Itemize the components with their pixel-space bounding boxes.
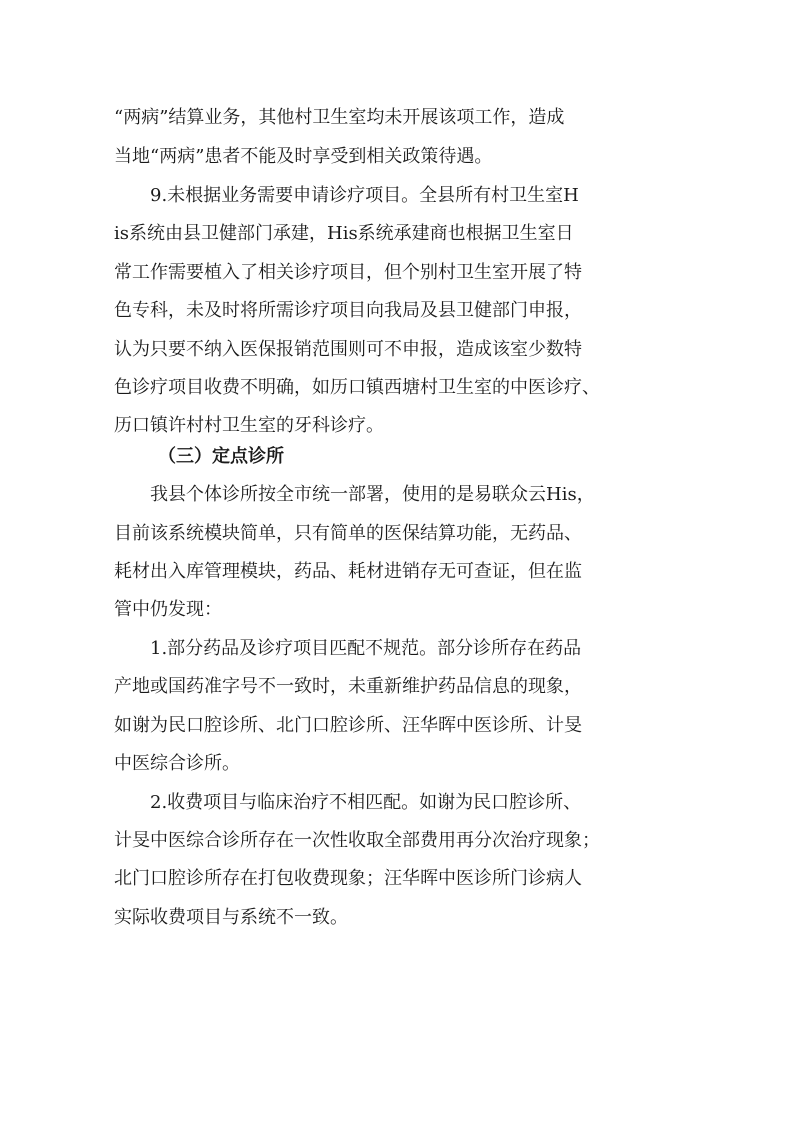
text-line: 目前该系统模块简单，只有简单的医保结算功能，无药品、 [114,523,582,544]
text-line: 管中仍发现： [114,599,222,620]
text-line: 常工作需要植入了相关诊疗项目，但个别村卫生室开展了特 [114,262,582,283]
section-heading: （三）定点诊所 [158,446,284,467]
text-line: 如谢为民口腔诊所、北门口腔诊所、汪华晖中医诊所、计旻 [114,715,582,736]
text-line: 当地“两病”患者不能及时享受到相关政策待遇。 [114,146,493,167]
text-line: is系统由县卫健部门承建，His系统承建商也根据卫生室日 [114,223,574,244]
text-line: 耗材出入库管理模块，药品、耗材进销存无可查证，但在监 [114,561,582,582]
text-line: 2.收费项目与临床治疗不相匹配。如谢为民口腔诊所、 [150,792,582,813]
text-line: 色诊疗项目收费不明确，如历口镇西塘村卫生室的中医诊疗、 [114,377,600,398]
text-line: 计旻中医综合诊所存在一次性收取全部费用再分次治疗现象； [114,830,600,851]
text-line: 北门口腔诊所存在打包收费现象；汪华晖中医诊所门诊病人 [114,868,582,889]
text-line: 我县个体诊所按全市统一部署，使用的是易联众云His， [150,484,595,505]
text-line: “两病”结算业务，其他村卫生室均未开展该项工作，造成 [114,107,565,128]
text-line: 认为只要不纳入医保报销范围则可不申报，造成该室少数特 [114,339,582,360]
text-line: 9.未根据业务需要申请诊疗项目。全县所有村卫生室H [150,185,579,206]
text-line: 色专科，未及时将所需诊疗项目向我局及县卫健部门申报， [114,300,582,321]
text-line: 实际收费项目与系统不一致。 [114,907,348,928]
text-line: 1.部分药品及诊疗项目匹配不规范。部分诊所存在药品 [150,638,582,659]
text-line: 历口镇许村村卫生室的牙科诊疗。 [114,415,384,436]
text-line: 中医综合诊所。 [114,753,240,774]
text-line: 产地或国药准字号不一致时，未重新维护药品信息的现象， [114,676,582,697]
